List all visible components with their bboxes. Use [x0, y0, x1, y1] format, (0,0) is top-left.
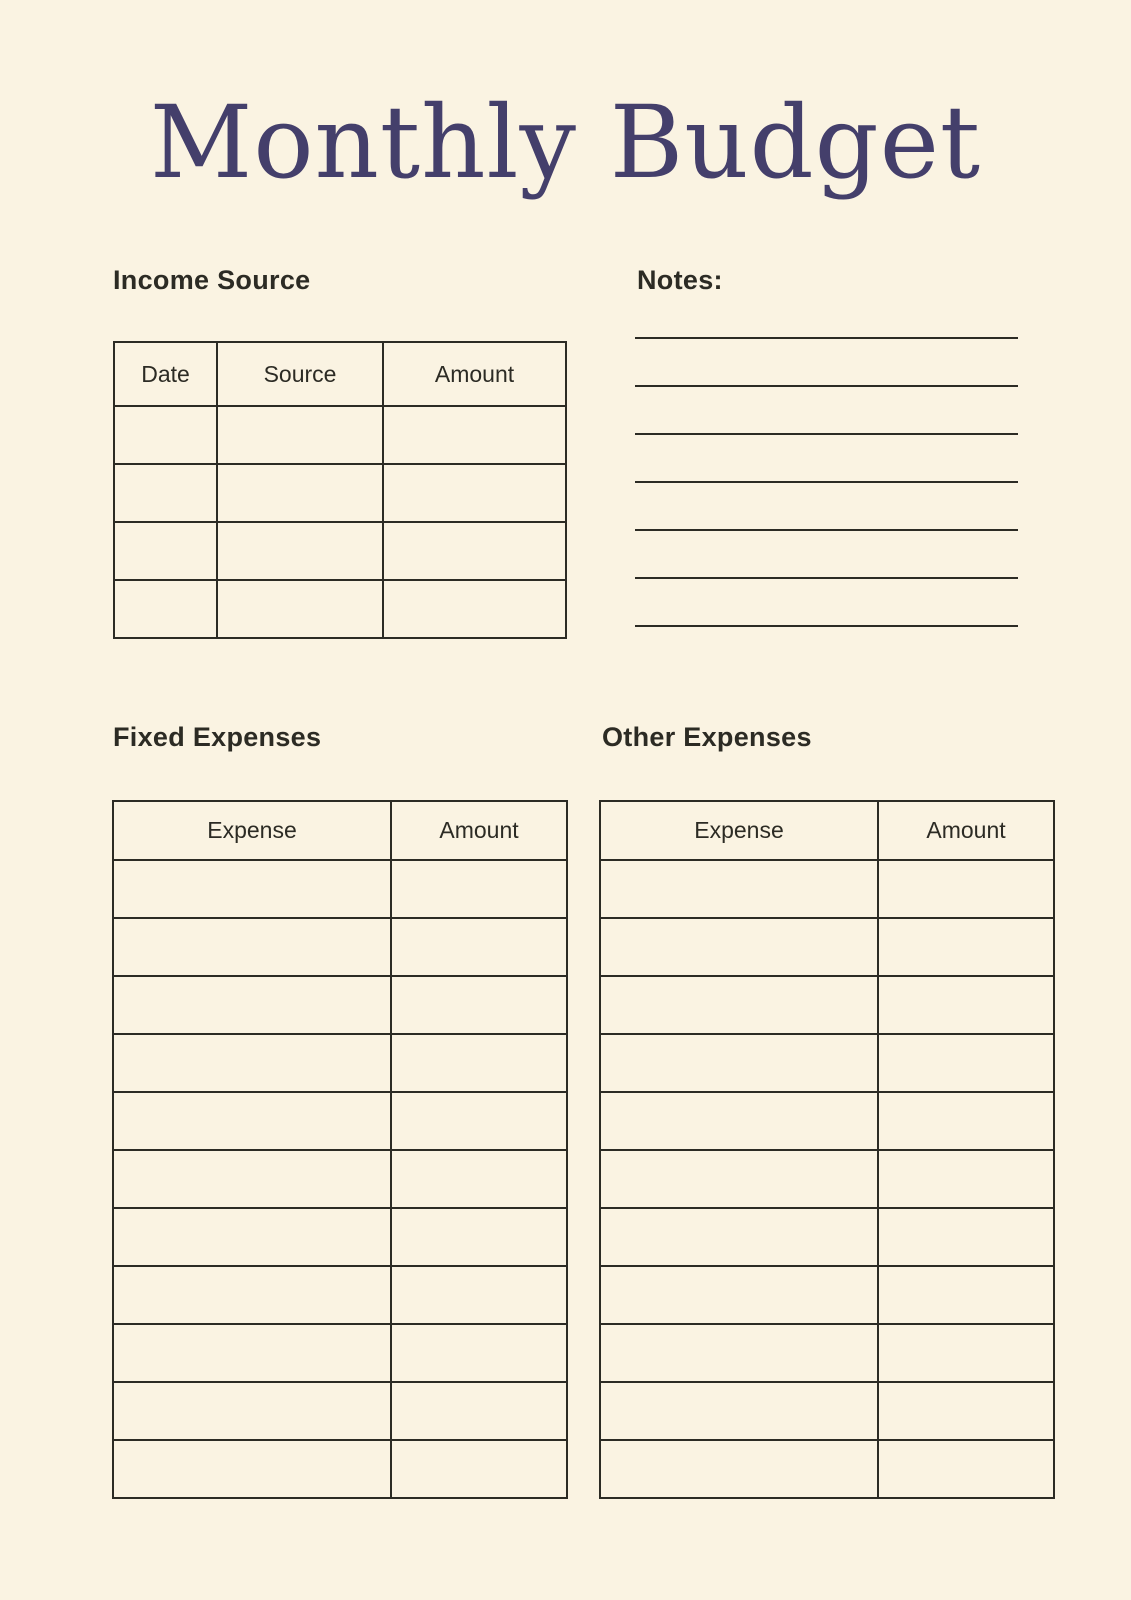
note-line — [635, 291, 1018, 339]
note-line — [635, 387, 1018, 435]
empty-cell — [878, 1034, 1054, 1092]
fixed-expenses-heading: Fixed Expenses — [113, 722, 322, 752]
empty-cell — [600, 860, 878, 918]
empty-cell — [878, 1092, 1054, 1150]
empty-cell — [113, 1034, 391, 1092]
table-row — [600, 1092, 1054, 1150]
column-header-expense: Expense — [600, 801, 878, 860]
empty-cell — [600, 1440, 878, 1498]
empty-cell — [878, 1266, 1054, 1324]
table-row — [114, 522, 566, 580]
column-header-source: Source — [217, 342, 383, 406]
table-row — [600, 1266, 1054, 1324]
table-row — [113, 918, 567, 976]
other-expenses-table — [599, 800, 1055, 1499]
table-row — [600, 1150, 1054, 1208]
empty-cell — [600, 1382, 878, 1440]
empty-cell — [113, 1150, 391, 1208]
income-section-heading: Income Source — [113, 265, 311, 295]
empty-cell — [391, 1324, 567, 1382]
empty-cell — [217, 522, 383, 580]
note-line — [635, 339, 1018, 387]
table-row — [113, 1034, 567, 1092]
table-row — [114, 580, 566, 638]
notes-lines — [635, 291, 1018, 627]
empty-cell — [383, 522, 566, 580]
empty-cell — [391, 1208, 567, 1266]
empty-cell — [113, 1092, 391, 1150]
empty-cell — [217, 580, 383, 638]
empty-cell — [878, 1440, 1054, 1498]
empty-cell — [113, 1266, 391, 1324]
empty-cell — [600, 976, 878, 1034]
empty-cell — [600, 1092, 878, 1150]
empty-cell — [391, 1382, 567, 1440]
header-row — [600, 801, 1054, 860]
income-table — [113, 341, 567, 639]
table-row — [114, 406, 566, 464]
empty-cell — [391, 1266, 567, 1324]
empty-cell — [391, 1034, 567, 1092]
empty-cell — [878, 860, 1054, 918]
header-row — [114, 342, 566, 406]
empty-cell — [391, 1150, 567, 1208]
empty-cell — [113, 918, 391, 976]
note-line — [635, 483, 1018, 531]
empty-cell — [217, 406, 383, 464]
column-header-date: Date — [114, 342, 217, 406]
table-row — [600, 918, 1054, 976]
empty-cell — [383, 464, 566, 522]
column-header-amount: Amount — [383, 342, 566, 406]
table-row — [600, 976, 1054, 1034]
table-row — [113, 1092, 567, 1150]
page-title: Monthly Budget — [149, 84, 982, 201]
empty-cell — [878, 976, 1054, 1034]
empty-cell — [114, 464, 217, 522]
empty-cell — [878, 1208, 1054, 1266]
note-line — [635, 579, 1018, 627]
empty-cell — [600, 1266, 878, 1324]
notes-heading: Notes: — [637, 265, 723, 295]
table-row — [113, 860, 567, 918]
empty-cell — [114, 406, 217, 464]
note-line — [635, 531, 1018, 579]
fixed-expenses-table — [112, 800, 568, 1499]
empty-cell — [391, 918, 567, 976]
empty-cell — [878, 1150, 1054, 1208]
empty-cell — [114, 522, 217, 580]
table-row — [114, 464, 566, 522]
empty-cell — [113, 1382, 391, 1440]
empty-cell — [878, 918, 1054, 976]
empty-cell — [600, 1150, 878, 1208]
empty-cell — [383, 580, 566, 638]
empty-cell — [600, 918, 878, 976]
table-row — [113, 1150, 567, 1208]
table-row — [113, 1324, 567, 1382]
table-row — [600, 1440, 1054, 1498]
empty-cell — [600, 1208, 878, 1266]
table-row — [113, 1440, 567, 1498]
empty-cell — [113, 1324, 391, 1382]
empty-cell — [391, 1092, 567, 1150]
empty-cell — [114, 580, 217, 638]
empty-cell — [113, 860, 391, 918]
empty-cell — [391, 860, 567, 918]
table-row — [600, 1034, 1054, 1092]
table-row — [600, 1324, 1054, 1382]
empty-cell — [600, 1324, 878, 1382]
other-expenses-heading: Other Expenses — [602, 722, 812, 752]
empty-cell — [113, 1208, 391, 1266]
table-row — [113, 1208, 567, 1266]
column-header-expense: Expense — [113, 801, 391, 860]
column-header-amount: Amount — [391, 801, 567, 860]
empty-cell — [383, 406, 566, 464]
table-row — [600, 1208, 1054, 1266]
table-row — [113, 1266, 567, 1324]
header-row — [113, 801, 567, 860]
table-row — [600, 1382, 1054, 1440]
empty-cell — [878, 1382, 1054, 1440]
empty-cell — [113, 976, 391, 1034]
empty-cell — [217, 464, 383, 522]
empty-cell — [113, 1440, 391, 1498]
empty-cell — [878, 1324, 1054, 1382]
empty-cell — [600, 1034, 878, 1092]
note-line — [635, 435, 1018, 483]
table-row — [113, 1382, 567, 1440]
column-header-amount: Amount — [878, 801, 1054, 860]
empty-cell — [391, 1440, 567, 1498]
empty-cell — [391, 976, 567, 1034]
table-row — [600, 860, 1054, 918]
table-row — [113, 976, 567, 1034]
